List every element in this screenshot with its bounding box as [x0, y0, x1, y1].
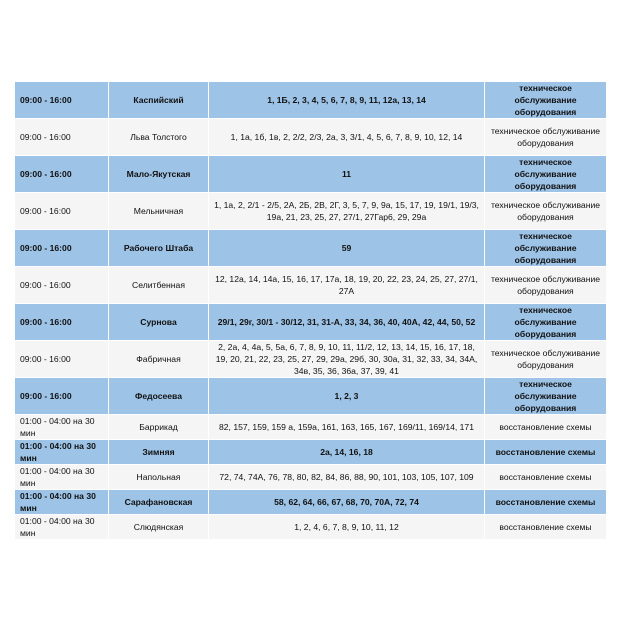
table-row	[15, 341, 607, 378]
houses-cell: 1, 2, 4, 6, 7, 8, 9, 10, 11, 12	[209, 515, 485, 540]
street-cell: Федосеева	[109, 378, 209, 415]
houses-cell: 11	[209, 156, 485, 193]
street-cell: Селитбенная	[109, 267, 209, 304]
street-cell: Мало-Якутская	[109, 156, 209, 193]
note-cell: техническое обслуживание оборудования	[485, 119, 607, 156]
table-row	[15, 415, 607, 440]
time-cell: 01:00 - 04:00 на 30 мин	[15, 465, 109, 490]
street-cell: Рабочего Штаба	[109, 230, 209, 267]
note-cell: восстановление схемы	[485, 465, 607, 490]
table-row	[15, 267, 607, 304]
schedule-rows	[15, 82, 607, 540]
table-row	[15, 82, 607, 119]
street-cell: Льва Толстого	[109, 119, 209, 156]
note-cell: восстановление схемы	[485, 490, 607, 515]
time-cell: 09:00 - 16:00	[15, 230, 109, 267]
street-cell: Фабричная	[109, 341, 209, 378]
houses-cell: 12, 12а, 14, 14а, 15, 16, 17, 17а, 18, 19, 20, 22, 23, 24, 25, 27, 27/1, 27А	[209, 267, 485, 304]
outage-schedule-table	[14, 81, 607, 540]
time-cell: 01:00 - 04:00 на 30 мин	[15, 440, 109, 465]
note-cell: восстановление схемы	[485, 415, 607, 440]
note-cell: техническое обслуживание оборудования	[485, 156, 607, 193]
time-cell: 09:00 - 16:00	[15, 119, 109, 156]
houses-cell: 1, 1а, 1б, 1в, 2, 2/2, 2/3, 2а, 3, 3/1, 4, 5, 6, 7, 8, 9, 10, 12, 14	[209, 119, 485, 156]
table-row	[15, 465, 607, 490]
table-row	[15, 156, 607, 193]
houses-cell: 1, 2, 3	[209, 378, 485, 415]
time-cell: 09:00 - 16:00	[15, 267, 109, 304]
houses-cell: 2а, 14, 16, 18	[209, 440, 485, 465]
table-row	[15, 119, 607, 156]
time-cell: 01:00 - 04:00 на 30 мин	[15, 415, 109, 440]
table-row	[15, 440, 607, 465]
note-cell: техническое обслуживание оборудования	[485, 267, 607, 304]
time-cell: 09:00 - 16:00	[15, 156, 109, 193]
note-cell: техническое обслуживание оборудования	[485, 230, 607, 267]
table-row	[15, 193, 607, 230]
houses-cell: 82, 157, 159, 159 а, 159а, 161, 163, 165, 167, 169/11, 169/14, 171	[209, 415, 485, 440]
street-cell: Напольная	[109, 465, 209, 490]
table-row	[15, 304, 607, 341]
houses-cell: 1, 1Б, 2, 3, 4, 5, 6, 7, 8, 9, 11, 12а, 13, 14	[209, 82, 485, 119]
street-cell: Слюдянская	[109, 515, 209, 540]
houses-cell: 58, 62, 64, 66, 67, 68, 70, 70А, 72, 74	[209, 490, 485, 515]
houses-cell: 72, 74, 74А, 76, 78, 80, 82, 84, 86, 88, 90, 101, 103, 105, 107, 109	[209, 465, 485, 490]
note-cell: техническое обслуживание оборудования	[485, 378, 607, 415]
time-cell: 01:00 - 04:00 на 30 мин	[15, 515, 109, 540]
houses-cell: 1, 1а, 2, 2/1 - 2/5, 2А, 2Б, 2В, 2Г, 3, 5, 7, 9, 9а, 15, 17, 19, 19/1, 19/3, 19а, 21, 23, 25, 27, 27/1, 27Гар6, 29, 29а	[209, 193, 485, 230]
street-cell: Баррикад	[109, 415, 209, 440]
street-cell: Сарафановская	[109, 490, 209, 515]
table-row	[15, 490, 607, 515]
note-cell: восстановление схемы	[485, 515, 607, 540]
houses-cell: 59	[209, 230, 485, 267]
note-cell: техническое обслуживание оборудования	[485, 193, 607, 230]
time-cell: 09:00 - 16:00	[15, 378, 109, 415]
street-cell: Зимняя	[109, 440, 209, 465]
note-cell: техническое обслуживание оборудования	[485, 82, 607, 119]
table-row	[15, 515, 607, 540]
street-cell: Каспийский	[109, 82, 209, 119]
time-cell: 09:00 - 16:00	[15, 304, 109, 341]
houses-cell: 29/1, 29г, 30/1 - 30/12, 31, 31-А, 33, 34, 36, 40, 40А, 42, 44, 50, 52	[209, 304, 485, 341]
note-cell: восстановление схемы	[485, 440, 607, 465]
time-cell: 09:00 - 16:00	[15, 341, 109, 378]
time-cell: 09:00 - 16:00	[15, 82, 109, 119]
note-cell: техническое обслуживание оборудования	[485, 341, 607, 378]
table-row	[15, 378, 607, 415]
street-cell: Сурнова	[109, 304, 209, 341]
table-row	[15, 230, 607, 267]
houses-cell: 2, 2а, 4, 4а, 5, 5а, 6, 7, 8, 9, 10, 11, 11/2, 12, 13, 14, 15, 16, 17, 18, 19, 20, 21, 22, 23, 25, 27, 29, 29а, 29б, 30, 30а, 31, 32, 33, 34, 34А, 34в, 35, 36, 36а, 37, 39, 41	[209, 341, 485, 378]
street-cell: Мельничная	[109, 193, 209, 230]
note-cell: техническое обслуживание оборудования	[485, 304, 607, 341]
time-cell: 01:00 - 04:00 на 30 мин	[15, 490, 109, 515]
time-cell: 09:00 - 16:00	[15, 193, 109, 230]
